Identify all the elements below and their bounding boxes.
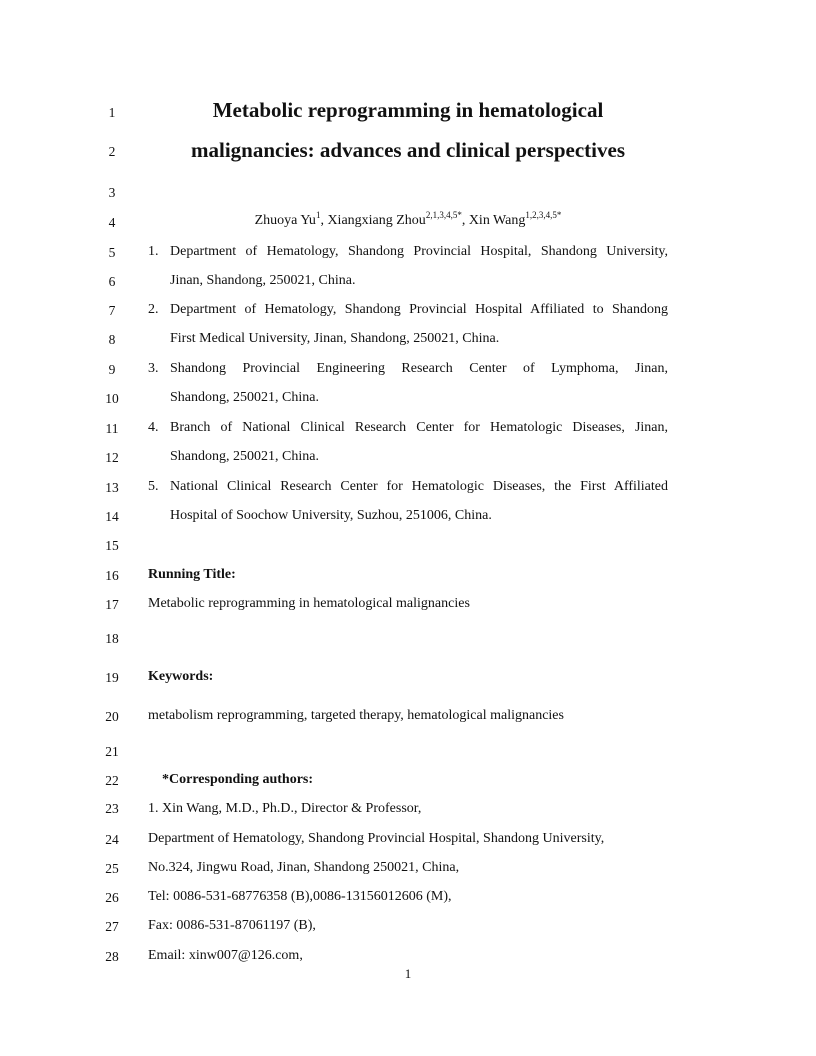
line-number: 7 — [108, 303, 116, 318]
line-number: 27 — [105, 919, 119, 934]
line-number: 16 — [105, 568, 119, 583]
corresponding-email: Email: xinw007@126.com, — [148, 948, 303, 963]
line-number: 24 — [105, 832, 119, 847]
line-number: 15 — [105, 538, 119, 553]
author-affiliation-marker: 1 — [315, 210, 321, 220]
affiliation-line: Department of Hematology, Shandong Provincial Hospital, Shandong University, — [170, 244, 668, 259]
author-name: Zhuoya Yu — [254, 213, 316, 228]
running-title-label: Running Title: — [148, 567, 236, 582]
affiliation-line: Department of Hematology, Shandong Provincial Hospital Affiliated to Shandong — [170, 302, 668, 317]
line-number: 3 — [108, 185, 116, 200]
line-number: 23 — [105, 801, 119, 816]
affiliation-line: Shandong, 250021, China. — [170, 449, 319, 464]
line-number: 6 — [108, 274, 116, 289]
author-separator: , — [461, 213, 469, 228]
line-number: 8 — [108, 332, 116, 347]
affiliation-line: Shandong Provincial Engineering Research Center of Lymphoma, Jinan, — [170, 361, 668, 376]
affiliation-line: Hospital of Soochow University, Suzhou, 251006, China. — [170, 508, 492, 523]
corresponding-line: 1. Xin Wang, M.D., Ph.D., Director & Professor, — [148, 801, 422, 816]
line-number: 9 — [108, 362, 116, 377]
keywords-label: Keywords: — [148, 669, 214, 684]
affiliation-line: Jinan, Shandong, 250021, China. — [170, 273, 356, 288]
line-number: 14 — [105, 509, 119, 524]
author-name: Xiangxiang Zhou — [327, 213, 426, 228]
corresponding-line: No.324, Jingwu Road, Jinan, Shandong 250021, China, — [148, 860, 460, 875]
line-number: 19 — [105, 670, 119, 685]
affiliation-number: 3. — [148, 361, 159, 376]
affiliation-number: 2. — [148, 302, 159, 317]
affiliation-line: First Medical University, Jinan, Shandong, 250021, China. — [170, 331, 500, 346]
author-list — [148, 210, 668, 229]
corresponding-line: Fax: 0086-531-87061197 (B), — [148, 918, 316, 933]
line-number: 13 — [105, 480, 119, 495]
line-number: 28 — [105, 949, 119, 964]
line-number: 17 — [105, 597, 119, 612]
line-number: 2 — [108, 144, 116, 159]
line-number: 26 — [105, 890, 119, 905]
affiliation-number: 1. — [148, 244, 159, 259]
keywords-text: metabolism reprogramming, targeted therapy, hematological malignancies — [148, 708, 564, 723]
line-number: 11 — [105, 421, 119, 436]
running-title-text: Metabolic reprogramming in hematological malignancies — [148, 596, 470, 611]
author-separator: , — [320, 213, 328, 228]
author-affiliation-marker: 2,1,3,4,5* — [425, 210, 462, 220]
affiliation-line: National Clinical Research Center for Hematologic Diseases, the First Affiliated — [170, 479, 668, 494]
line-number: 25 — [105, 861, 119, 876]
line-number: 10 — [105, 391, 119, 406]
author-name: Xin Wang — [468, 213, 526, 228]
line-number: 4 — [108, 215, 116, 230]
page-number: 1 — [404, 966, 412, 981]
line-number: 20 — [105, 709, 119, 724]
title-line: malignancies: advances and clinical perspectives — [191, 138, 625, 162]
corresponding-authors-label: *Corresponding authors: — [162, 772, 314, 787]
line-number: 1 — [108, 105, 116, 120]
line-number: 12 — [105, 450, 119, 465]
title-line: Metabolic reprogramming in hematological — [212, 98, 604, 122]
affiliation-number: 5. — [148, 479, 159, 494]
corresponding-line: Tel: 0086-531-68776358 (B),0086-13156012606 (M), — [148, 889, 452, 904]
author-affiliation-marker: 1,2,3,4,5* — [525, 210, 562, 220]
line-number: 21 — [105, 744, 119, 759]
corresponding-line: Department of Hematology, Shandong Provincial Hospital, Shandong University, — [148, 831, 605, 846]
line-number: 5 — [108, 245, 116, 260]
line-number: 22 — [105, 773, 119, 788]
line-number: 18 — [105, 631, 119, 646]
affiliation-line: Branch of National Clinical Research Center for Hematologic Diseases, Jinan, — [170, 420, 668, 435]
affiliation-line: Shandong, 250021, China. — [170, 390, 319, 405]
affiliation-number: 4. — [148, 420, 159, 435]
